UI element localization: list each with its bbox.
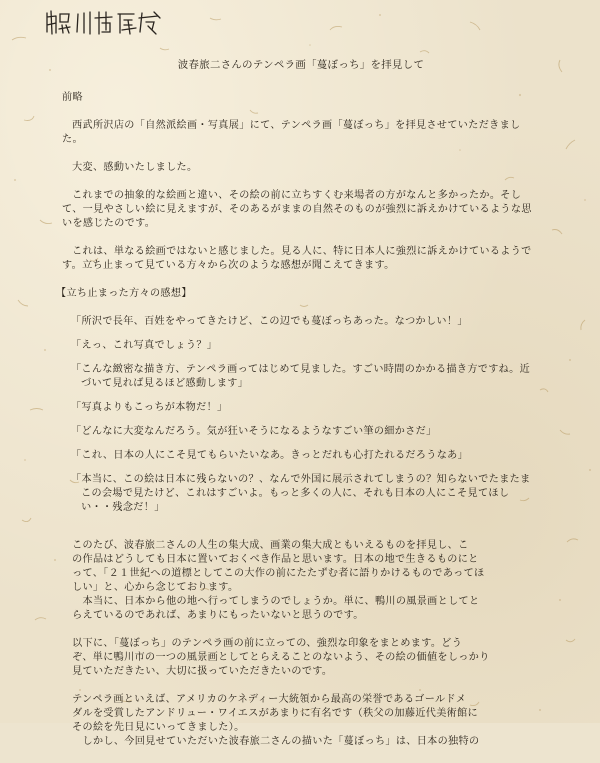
visitor-comment: 「どんなに大変なんだろう。気が狂いそうになるようなすごい筆の細かさだ」 <box>71 426 437 437</box>
text-line: らえているのであれば、あまりにもったいないと思うのです。 <box>72 610 364 621</box>
handwritten-signature <box>44 8 174 38</box>
visitor-comment: 「こんな緻密な描き方、テンペラ画ってはじめて見ました。すごい時間のかかる描き方ですね。近づいて見れば見るほど感動します」 <box>71 364 531 389</box>
paragraph: 大変、感動いたしました。 <box>72 162 198 173</box>
text-line: その絵を先日見にいってきました）。 <box>72 722 245 733</box>
text-line: 以下に、「蔓ぼっち」のテンペラ画の前に立っての、強烈な印象をまとめます。どう <box>72 638 463 649</box>
text-line: ぞ、単に鴨川市の一つの風景画としてとらえることのないよう、その絵の価値をしっかり <box>72 652 490 663</box>
letter-body <box>56 58 540 763</box>
text-line: 見ていただきたい、大切に扱っていただきたいのです。 <box>72 666 333 677</box>
visitor-comment: 「本当に、この絵は日本に残らないの？、なんで外国に展示されてしまうの？知らないでたまたまこの会場で見たけど、これはすごいよ。もっと多くの人に、それも日本の人にこそ見てほしい・・残念だ！」 <box>71 474 531 513</box>
closing-paragraph <box>62 539 540 623</box>
text-line: の作品はどうしても日本に置いておくべき作品と思います。日本の地で生きるものにと <box>72 554 479 565</box>
text-line: テンペラ画といえば、アメリカのケネディー大統領から最高の栄誉であるゴールドメ <box>72 694 467 705</box>
visitor-comment: 「これ、日本の人にこそ見てもらいたいなあ。きっとだれも心打たれるだろうなあ」 <box>71 450 469 461</box>
closing-paragraph <box>62 693 540 749</box>
greeting: 前略 <box>62 92 83 103</box>
text-line: 本当に、日本から他の地へ行ってしまうのでしょうか。単に、鴨川の風景画としてと <box>72 596 480 607</box>
text-line: ダルを受賞したアンドリュー・ワイエスがあまりに有名です（秩父の加藤近代美術館に <box>72 708 478 719</box>
section-title: 【立ち止まった方々の感想】 <box>56 288 192 299</box>
text-line: このたび、波春旅二さんの人生の集大成、画業の集大成ともいえるものを拝見し、こ <box>72 540 469 551</box>
paragraph: これまでの抽象的な絵画と違い、その絵の前に立ちすくむ来場者の方がなんと多かったか。そして、一見やさしい絵に見えますが、そのあるがままの自然そのものが強烈に訴えかけているような思いを感じたのです。 <box>62 190 532 229</box>
text-line: って、「２１世紀への道標としてこの大作の前にたたずむ者に語りかけるものであってほ <box>72 568 485 579</box>
visitor-comment: 「所沢で長年、百姓をやってきたけど、この辺でも蔓ぼっちあった。なつかしい！」 <box>71 316 468 327</box>
text-line: しかし、今回見せていただいた波春旅二さんの描いた「蔓ぼっち」は、日本の独特の <box>72 736 480 747</box>
letter-title: 波春旅二さんのテンペラ画「蔓ぼっち」を拝見して <box>177 59 425 71</box>
text-line: しい」と、心から念じております。 <box>72 582 239 593</box>
visitor-comment: 「えっ、これ写真でしょう？」 <box>71 340 218 351</box>
visitor-comments <box>62 315 540 515</box>
visitor-comment: 「写真よりもこっちが本物だ！」 <box>71 402 228 413</box>
paragraph: 西武所沢店の「自然派絵画・写真展」にて、テンペラ画「蔓ぼっち」を拝見させていただきました。 <box>62 120 521 145</box>
paragraph: これは、単なる絵画ではないと感じました。見る人に、特に日本人に強烈に訴えかけているようです。立ち止まって見ている方々から次のような感想が聞こえてきます。 <box>62 246 532 271</box>
closing-paragraph <box>62 637 540 679</box>
